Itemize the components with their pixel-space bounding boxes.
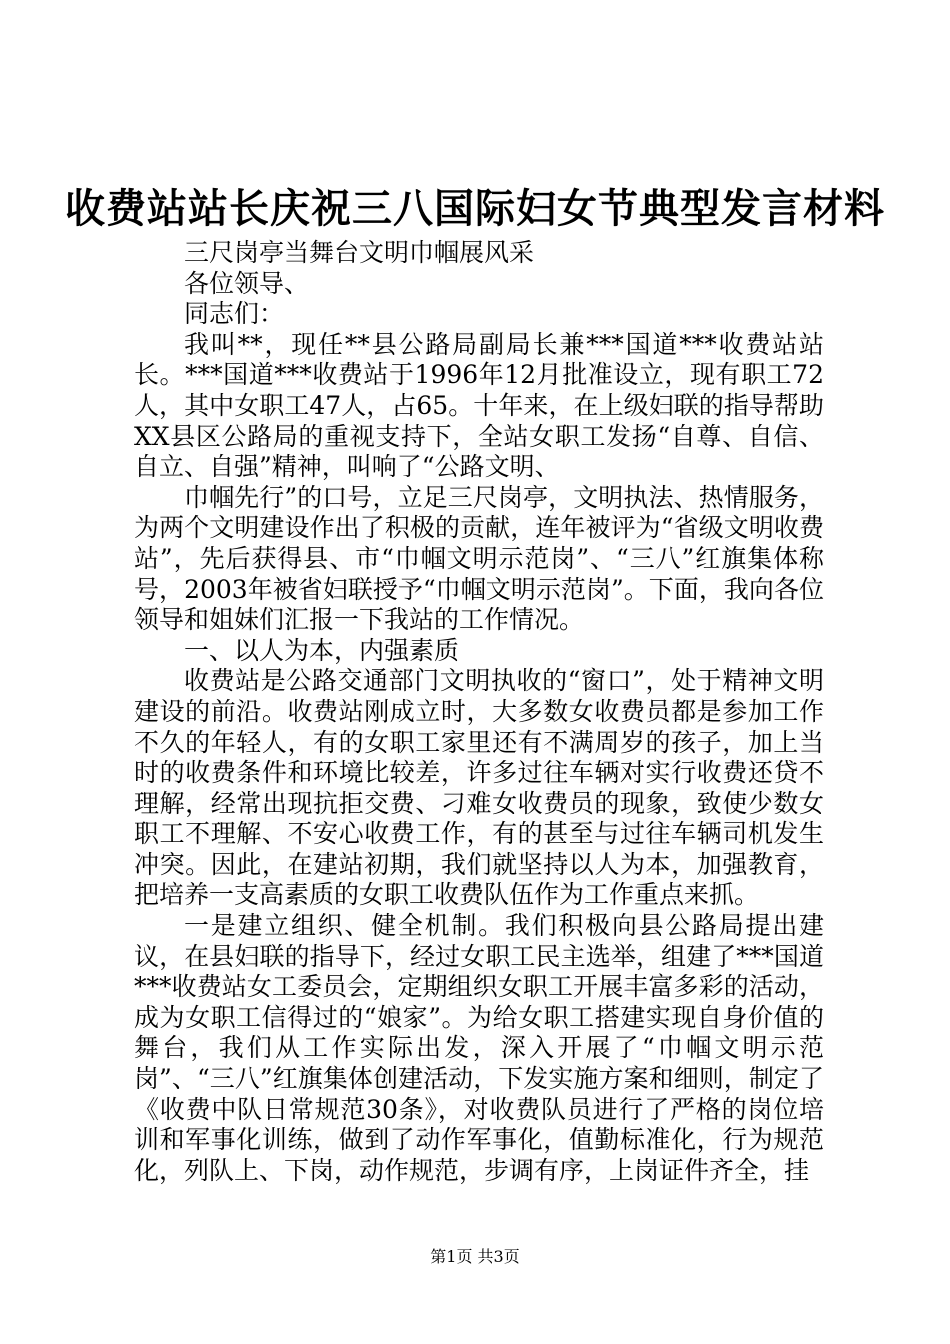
body-paragraph: 收费站是公路交通部门文明执收的“窗口”，处于精神文明建设的前沿。收费站刚成立时，大多数女收费员都是参加工作不久的年轻人，有的女职工家里还有不满周岁的孩子，加上当时的收费条件和环境比较差，许多过往车辆对实行收费还贷不理解，经常出现抗拒交费、刁难女收费员的现象，致使少数女职工不理解、不安心收费工作，有的甚至与过往车辆司机发生冲突。因此，在建站初期，我们就坚持以人为本，加强教育，把培养一支高素质的女职工收费队伍作为工作重点来抓。	[134, 666, 824, 910]
body-paragraph: 巾帼先行”的口号，立足三尺岗亭，文明执法、热情服务，为两个文明建设作出了积极的贡献，连年被评为“省级文明收费站”，先后获得县、市“巾帼文明示范岗”、“三八”红旗集体称号，2003年被省妇联授予“巾帼文明示范岗”。下面，我向各位领导和姐妹们汇报一下我站的工作情况。	[134, 482, 824, 635]
section-heading: 一、以人为本，内强素质	[184, 635, 460, 665]
page-number-footer: 第1页 共3页	[430, 1247, 520, 1266]
salutation-leaders: 各位领导、	[184, 268, 310, 298]
document-title: 收费站站长庆祝三八国际妇女节典型发言材料	[65, 185, 885, 232]
salutation-comrades: 同志们：	[184, 299, 285, 329]
document-body	[134, 238, 824, 1186]
body-paragraph: 我叫**，现任**县公路局副局长兼***国道***收费站站长。***国道***收费站于1996年12月批准设立，现有职工72人，其中女职工47人，占65。十年来，在上级妇联的指导帮助XX县区公路局的重视支持下，全站女职工发扬“自尊、自信、自立、自强”精神，叫响了“公路文明、	[134, 329, 824, 482]
body-paragraph: 一是建立组织、健全机制。我们积极向县公路局提出建议，在县妇联的指导下，经过女职工民主选举，组建了***国道***收费站女工委员会，定期组织女职工开展丰富多彩的活动，成为女职工信得过的“娘家”。为给女职工搭建实现自身价值的舞台，我们从工作实际出发，深入开展了“巾帼文明示范岗”、“三八”红旗集体创建活动，下发实施方案和细则，制定了《收费中队日常规范30条》，对收费队员进行了严格的岗位培训和军事化训练，做到了动作军事化，值勤标准化，行为规范化，列队上、下岗，动作规范，步调有序，上岗证件齐全，挂	[134, 911, 824, 1185]
subtitle-paragraph: 三尺岗亭当舞台文明巾帼展风采	[184, 238, 535, 267]
